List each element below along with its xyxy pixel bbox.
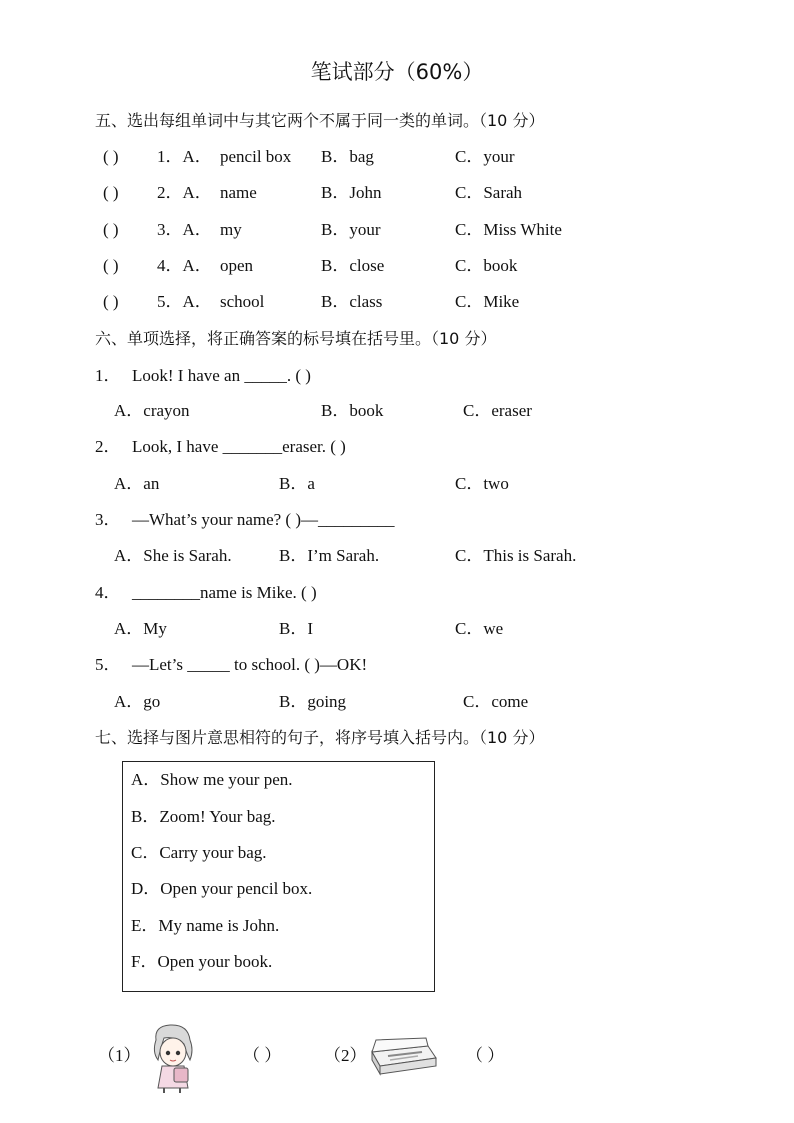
option-a: school [220,292,265,311]
choice-c: C．we [455,619,504,638]
answer-paren[interactable]: （ ） [243,1046,282,1065]
choice-a: A．go [114,692,161,711]
question-number: 5． [95,655,121,674]
choice-a: A．an [114,474,160,493]
option-b: B．bag [321,147,374,166]
picture-label: （2） [324,1046,367,1065]
answer-paren[interactable]: ( ) [103,183,119,202]
sentence-option: D．Open your pencil box. [131,879,313,898]
sentence-option: E．My name is John. [131,916,280,935]
answer-paren[interactable]: ( ) [103,256,119,275]
section5-heading: 五、选出每组单词中与其它两个不属于同一类的单词。（10 分） [95,111,545,130]
answer-paren[interactable]: ( ) [103,147,119,166]
choice-a: A．My [114,619,167,638]
girl-with-bag-icon [146,1022,198,1094]
option-c: C．book [455,256,518,275]
sentence-option: F．Open your book. [131,952,273,971]
answer-paren[interactable]: ( ) [103,220,119,239]
question-stem: ________name is Mike. ( ) [132,583,317,602]
option-b: B．close [321,256,385,275]
question-number: 4． [95,583,121,602]
answer-paren[interactable]: （ ） [466,1046,505,1065]
choice-b: B．a [279,474,315,493]
choice-b: B．I’m Sarah. [279,546,380,565]
choice-c: C．come [463,692,529,711]
question-stem: Look! I have an _____. ( ) [132,366,311,385]
open-pencil-box-icon [368,1036,440,1076]
option-a: open [220,256,254,275]
question-stem: —Let’s _____ to school. ( )—OK! [132,655,368,674]
choice-c: C．eraser [463,401,532,420]
option-c: C．Miss White [455,220,562,239]
item-number: 1．A． [157,147,212,166]
option-c: C．your [455,147,515,166]
question-stem: Look, I have _______eraser. ( ) [132,437,346,456]
question-number: 2． [95,437,121,456]
section6-heading: 六、单项选择，将正确答案的标号填在括号里。（10 分） [95,329,497,348]
choice-a: A．She is Sarah. [114,546,232,565]
option-b: B．your [321,220,381,239]
choice-b: B．going [279,692,347,711]
sentence-option: B．Zoom! Your bag. [131,807,276,826]
item-number: 5．A． [157,292,212,311]
sentence-option: C．Carry your bag. [131,843,267,862]
option-c: C．Mike [455,292,520,311]
choice-a: A．crayon [114,401,190,420]
sentence-option: A．Show me your pen. [131,770,293,789]
option-c: C．Sarah [455,183,523,202]
item-number: 3．A． [157,220,212,239]
answer-paren[interactable]: ( ) [103,292,119,311]
option-b: B．class [321,292,383,311]
option-a: pencil box [220,147,292,166]
option-b: B．John [321,183,382,202]
choice-b: B．I [279,619,313,638]
question-number: 3． [95,510,121,529]
choice-b: B．book [321,401,384,420]
question-stem: —What’s your name? ( )—_________ [132,510,395,529]
item-number: 4．A． [157,256,212,275]
option-a: name [220,183,257,202]
choice-c: C．This is Sarah. [455,546,577,565]
section7-heading: 七、选择与图片意思相符的句子，将序号填入括号内。（10 分） [95,728,545,747]
item-number: 2．A． [157,183,212,202]
question-number: 1． [95,366,121,385]
page-title: 笔试部分（60%） [310,60,484,84]
option-a: my [220,220,242,239]
picture-label: （1） [98,1046,141,1065]
choice-c: C．two [455,474,509,493]
